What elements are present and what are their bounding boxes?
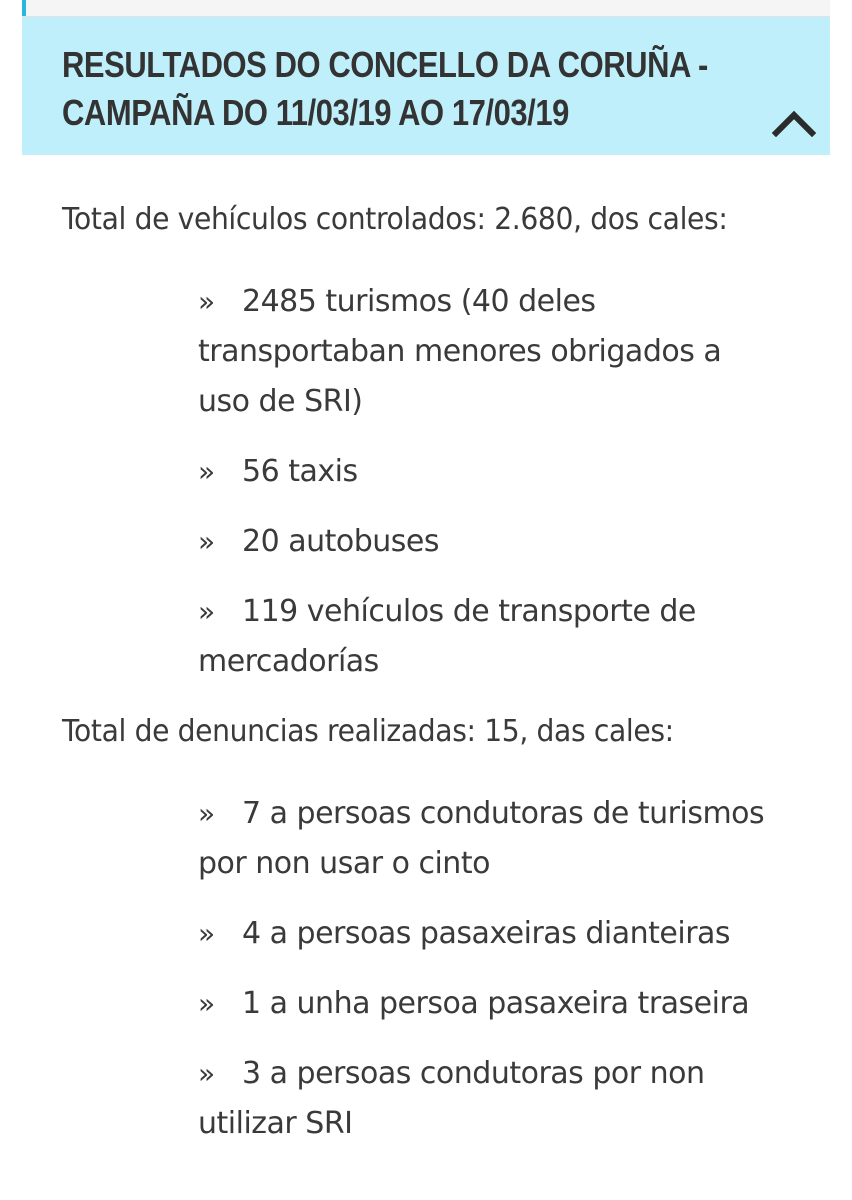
double-chevron-right-icon: » — [198, 1057, 215, 1090]
list-item — [198, 277, 778, 427]
list-item — [198, 789, 778, 889]
list-item — [198, 909, 778, 959]
list-item-text: 1 a unha persoa pasaxeira traseira — [242, 986, 750, 1021]
accordion-content — [62, 195, 822, 1149]
double-chevron-right-icon: » — [198, 797, 215, 830]
list-item — [198, 979, 778, 1029]
list-item-text: 7 a persoas condutoras de turismos por non usar o cinto — [198, 796, 765, 881]
complaints-list — [62, 789, 778, 1149]
double-chevron-right-icon: » — [198, 917, 215, 950]
double-chevron-right-icon: » — [198, 285, 215, 318]
accordion-header[interactable] — [22, 17, 830, 155]
list-item-text: 56 taxis — [242, 454, 358, 489]
vehicles-summary: Total de vehículos controlados: 2.680, dos cales: — [62, 202, 728, 237]
chevron-up-icon[interactable] — [772, 109, 816, 137]
list-item-text: 119 vehículos de transporte de mercadorías — [198, 594, 696, 679]
list-item — [198, 587, 778, 687]
accordion-title — [62, 41, 733, 137]
list-item-text: 20 autobuses — [242, 524, 439, 559]
list-item-text: 3 a persoas condutoras por non utilizar SRI — [198, 1056, 705, 1141]
list-item — [198, 517, 778, 567]
previous-panel-edge — [22, 0, 830, 17]
double-chevron-right-icon: » — [198, 987, 215, 1020]
double-chevron-right-icon: » — [198, 595, 215, 628]
list-item-text: 4 a persoas pasaxeiras dianteiras — [242, 916, 731, 951]
double-chevron-right-icon: » — [198, 525, 215, 558]
title-line-1: RESULTADOS DO CONCELLO DA CORUÑA - — [62, 44, 708, 85]
list-item-text: 2485 turismos (40 deles transportaban menores obrigados a uso de SRI) — [198, 284, 722, 419]
complaints-summary: Total de denuncias realizadas: 15, das cales: — [62, 714, 674, 749]
vehicles-list — [62, 277, 778, 687]
panel-accent-bar — [22, 0, 26, 16]
title-line-2: CAMPAÑA DO 11/03/19 AO 17/03/19 — [62, 92, 569, 133]
double-chevron-right-icon: » — [198, 455, 215, 488]
list-item — [198, 447, 778, 497]
list-item — [198, 1049, 778, 1149]
